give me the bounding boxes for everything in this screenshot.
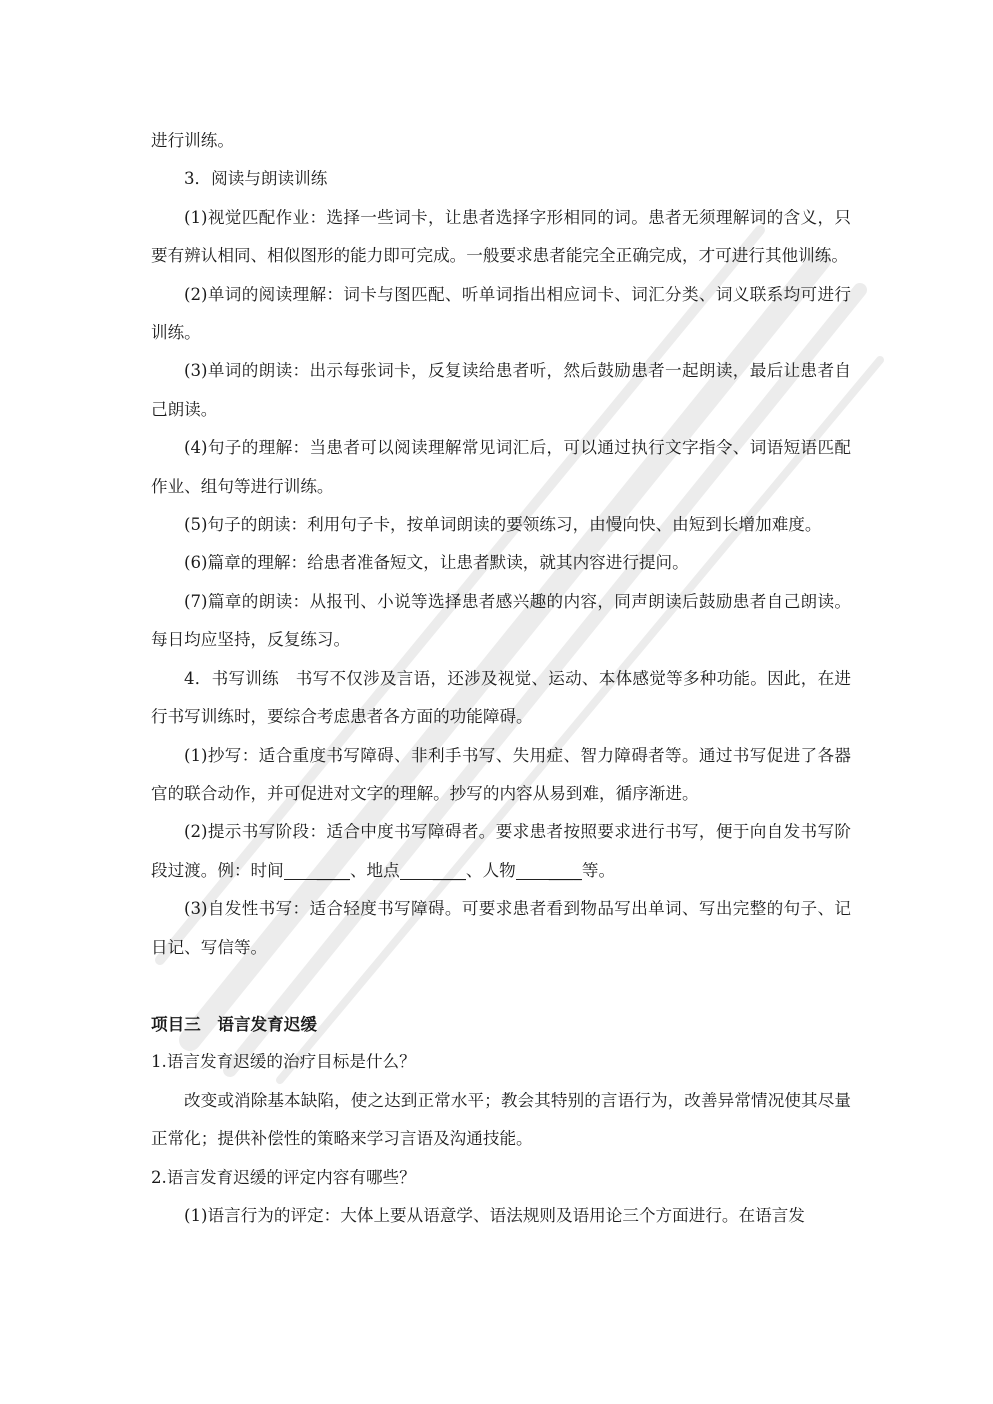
paragraph: (4)句子的理解：当患者可以阅读理解常见词汇后，可以通过执行文字指令、词语短语匹配作业、组句等进行训练。 <box>151 438 851 496</box>
paragraph-with-blanks <box>151 813 851 890</box>
paragraph: (2)单词的阅读理解：词卡与图匹配、听单词指出相应词卡、词汇分类、词义联系均可进行训练。 <box>151 284 851 343</box>
paragraph: (5)句子的朗读：利用句子卡，按单词朗读的要领练习，由慢向快、由短到长增加难度。 <box>184 515 822 535</box>
text-segment: 、人物 <box>465 860 516 880</box>
subheading: 3．阅读与朗读训练 <box>184 169 328 189</box>
text-segment: 、地点 <box>349 860 400 880</box>
paragraph: (1)抄写：适合重度书写障碍、非利手书写、失用症、智力障碍者等。通过书写促进了各器官的联合动作，并可促进对文字的理解。抄写的内容从易到难，循序渐进。 <box>151 745 851 803</box>
paragraph: (3)自发性书写：适合轻度书写障碍。可要求患者看到物品写出单词、写出完整的句子、记日记、写信等。 <box>151 899 851 957</box>
section-title: 项目三 语言发育迟缓 <box>151 1013 317 1034</box>
question: 2.语言发育迟缓的评定内容有哪些？ <box>151 1167 416 1187</box>
text-segment: 等。 <box>581 860 616 880</box>
fill-blank: ____ <box>400 863 466 880</box>
paragraph: (3)单词的朗读：出示每张词卡，反复读给患者听，然后鼓励患者一起朗读，最后让患者自己朗读。 <box>151 361 851 419</box>
text-segment: (2)提示书写阶段：适合中度书写障碍者。要求患者按照要求进行书写，便于向自发书写阶段过渡。例：时间 <box>151 822 851 880</box>
answer: 改变或消除基本缺陷，使之达到正常水平；教会其特别的言语行为，改善异常情况使其尽量正常化；提供补偿性的策略来学习言语及沟通技能。 <box>151 1090 851 1149</box>
paragraph: (6)篇章的理解：给患者准备短文，让患者默读，就其内容进行提问。 <box>184 553 689 573</box>
paragraph: 进行训练。 <box>151 131 234 150</box>
paragraph: (7)篇章的朗读：从报刊、小说等选择患者感兴趣的内容，同声朗读后鼓励患者自己朗读。每日均应坚持，反复练习。 <box>151 591 851 650</box>
answer: (1)语言行为的评定：大体上要从语意学、语法规则及语用论三个方面进行。在语言发 <box>184 1205 805 1225</box>
fill-blank: ____ <box>284 863 350 880</box>
paragraph: (1)视觉匹配作业：选择一些词卡，让患者选择字形相同的词。患者无须理解词的含义，只要有辨认相同、相似图形的能力即可完成。一般要求患者能完全正确完成，才可进行其他训练。 <box>151 207 851 266</box>
question: 1.语言发育迟缓的治疗目标是什么？ <box>151 1052 416 1072</box>
fill-blank: ____ <box>516 863 582 880</box>
paragraph: 4．书写训练 书写不仅涉及言语，还涉及视觉、运动、本体感觉等多种功能。因此，在进行书写训练时，要综合考虑患者各方面的功能障碍。 <box>151 668 851 727</box>
document-body <box>151 122 851 1235</box>
